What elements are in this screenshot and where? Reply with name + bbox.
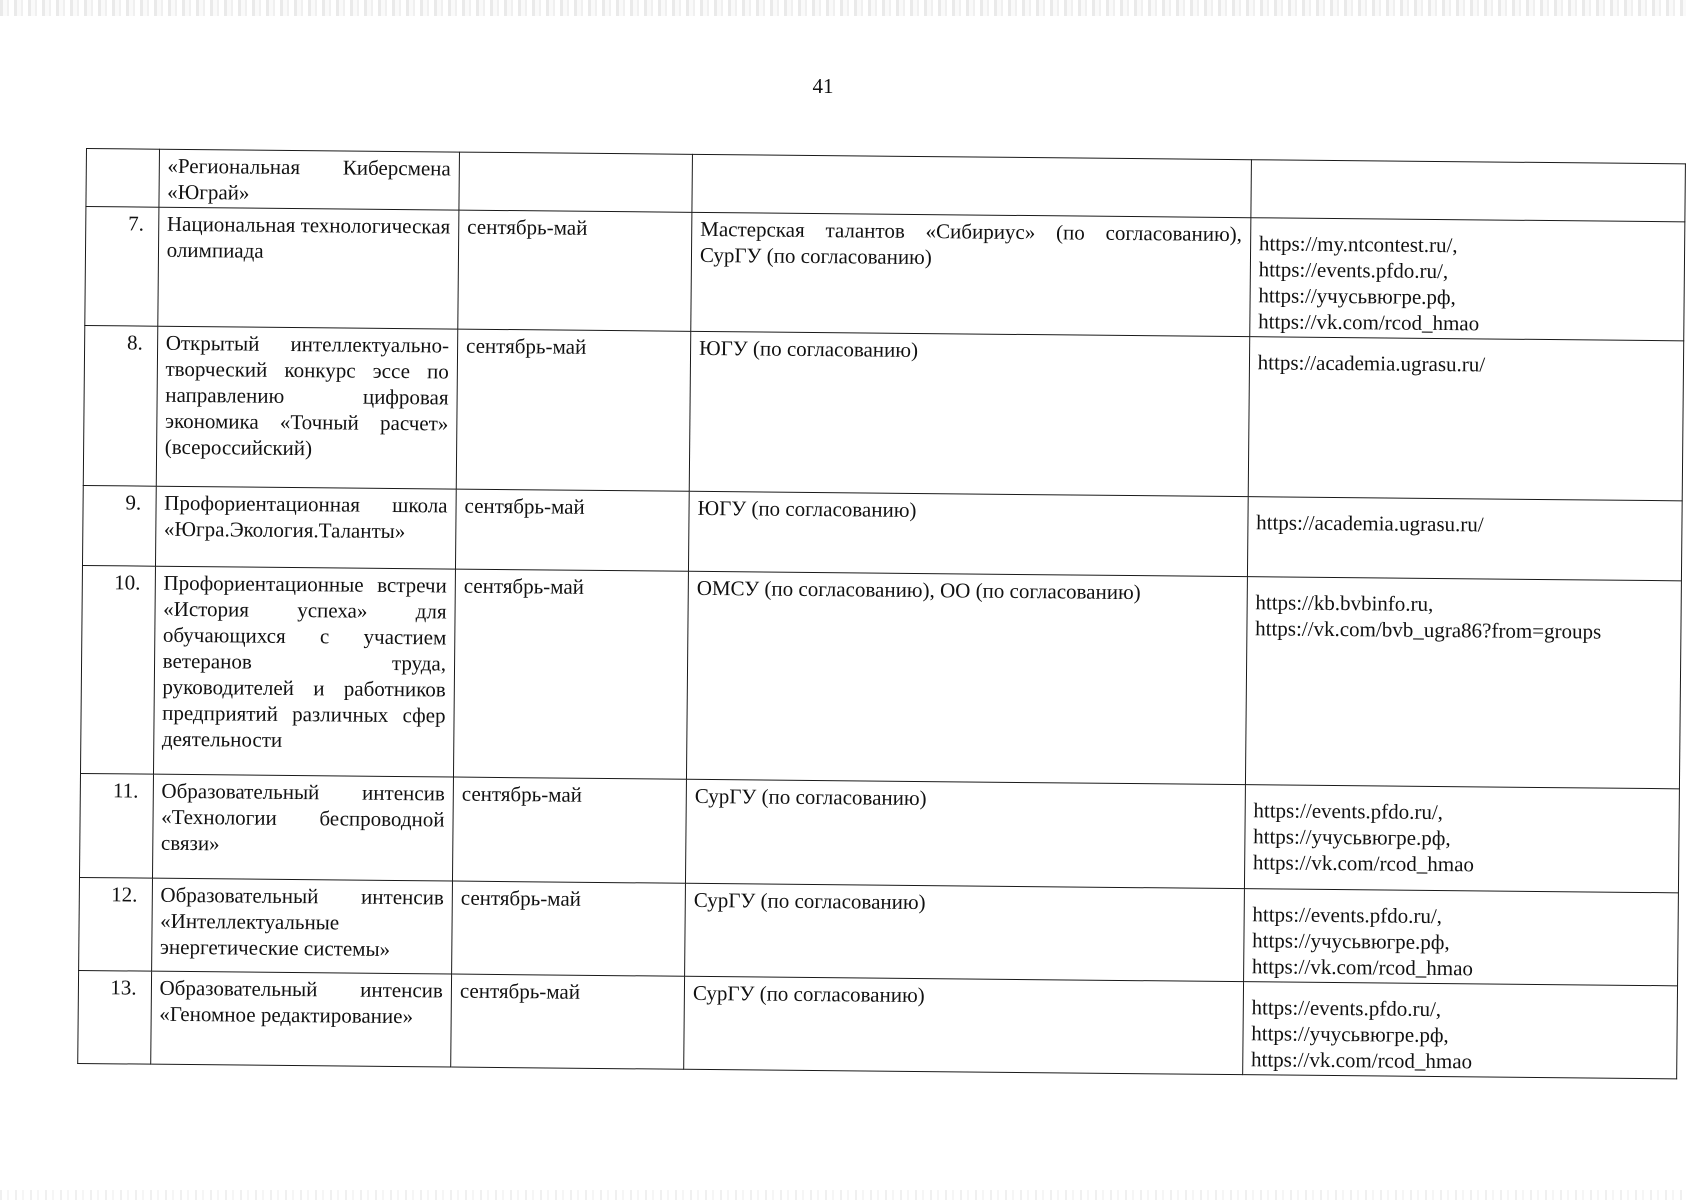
event-organizer: ЮГУ (по согласованию) (688, 491, 1248, 576)
row-number: 13. (78, 970, 152, 1064)
event-name: «Региональная Киберсмена «Юграй» (159, 149, 460, 210)
scan-edge-bottom (0, 1190, 1686, 1200)
event-links: https://events.pfdo.ru/, https://учусьвюгре.рф, https://vk.com/rcod_hmao (1242, 982, 1677, 1079)
event-period: сентябрь-май (455, 489, 689, 571)
event-links: https://events.pfdo.ru/, https://учусьвюгре.рф, https://vk.com/rcod_hmao (1243, 889, 1678, 986)
row-number: 12. (79, 877, 153, 971)
event-name: Открытый интеллектуально-творческий конкурс эссе по направлению цифровая экономика «Точный расчет» (всероссийский) (156, 326, 458, 489)
event-links: https://kb.bvbinfo.ru, https://vk.com/bvb_ugra86?from=groups (1245, 577, 1681, 789)
row-number: 8. (83, 325, 157, 486)
event-name: Образовательный интенсив «Технологии беспроводной связи» (152, 774, 453, 881)
row-number: 9. (82, 485, 155, 566)
event-links: https://my.ntcontest.ru/, https://events.pfdo.ru/, https://учусьвюгре.рф, https://vk.com/rcod_hmao (1249, 218, 1684, 341)
event-period: сентябрь-май (456, 329, 691, 491)
event-period (459, 152, 693, 212)
event-organizer (692, 154, 1251, 217)
event-name: Национальная технологическая олимпиада (157, 207, 458, 329)
event-period: сентябрь-май (451, 974, 685, 1069)
event-name: Образовательный интенсив «Интеллектуальные энергетические системы» (151, 878, 452, 974)
row-number: 11. (79, 773, 153, 878)
row-number: 7. (85, 207, 159, 327)
event-period: сентябрь-май (458, 210, 692, 331)
event-name: Профориентационная школа «Югра.Экология.Таланты» (155, 486, 456, 569)
event-organizer: ЮГУ (по согласованию) (689, 331, 1249, 496)
page-number: 41 (812, 74, 834, 98)
event-links: https://events.pfdo.ru/, https://учусьвюгре.рф, https://vk.com/rcod_hmao (1244, 785, 1679, 893)
table-row (85, 207, 1685, 341)
row-number: 10. (80, 565, 155, 774)
table-row (82, 485, 1682, 580)
events-table (77, 148, 1686, 1079)
table-row (79, 773, 1679, 892)
table-row (78, 970, 1678, 1078)
event-links: https://academia.ugrasu.ru/ (1247, 497, 1682, 581)
event-period: сентябрь-май (453, 569, 688, 779)
event-period: сентябрь-май (452, 881, 686, 976)
event-name: Профориентационные встречи «История успеха» для обучающихся с участием ветеранов труда, руководителей и работников предприятий различных сфер деятельности (153, 566, 455, 777)
table-row (83, 325, 1683, 500)
event-organizer: ОМСУ (по согласованию), ОО (по согласованию) (686, 571, 1247, 784)
event-links: https://academia.ugrasu.ru/ (1248, 337, 1684, 501)
event-name: Образовательный интенсив «Геномное редактирование» (150, 971, 451, 1067)
scan-edge-top (0, 0, 1686, 16)
event-organizer: СурГУ (по согласованию) (685, 779, 1245, 888)
event-organizer: СурГУ (по согласованию) (685, 883, 1245, 981)
event-organizer: Мастерская талантов «Сибириус» (по согласованию), СурГУ (по согласованию) (691, 212, 1251, 336)
event-organizer: СурГУ (по согласованию) (684, 976, 1244, 1074)
table-row (80, 565, 1681, 788)
event-links (1251, 160, 1686, 222)
event-period: сентябрь-май (452, 777, 686, 883)
table-row (79, 877, 1679, 985)
row-number (86, 149, 159, 208)
